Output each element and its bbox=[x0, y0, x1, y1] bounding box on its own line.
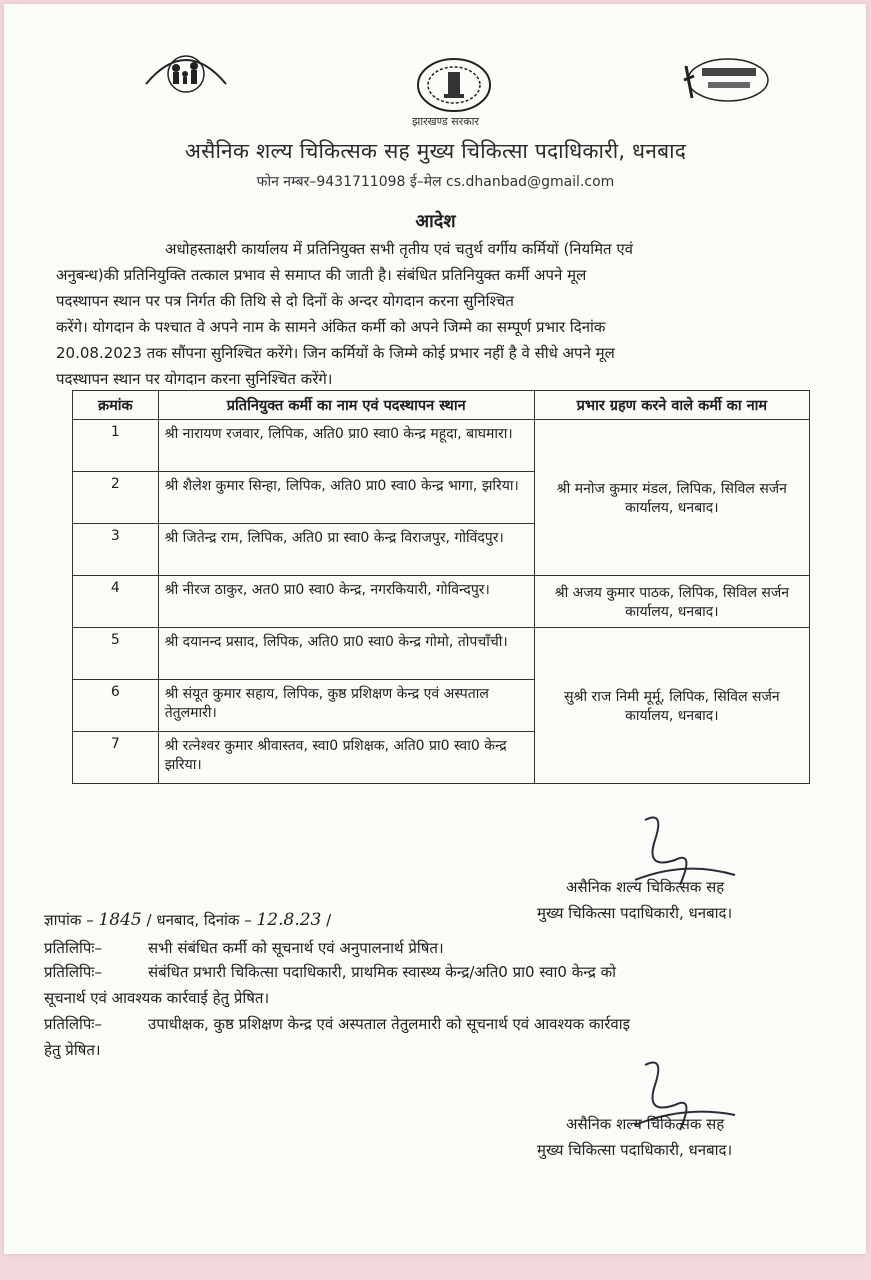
signature-designation-line2: मुख्य चिकित्सा पदाधिकारी, धनबाद। bbox=[537, 904, 733, 922]
memo-date: 12.8.23 bbox=[256, 910, 322, 930]
government-label: झारखण्ड सरकार bbox=[412, 115, 479, 128]
jharkhand-tourism-logo bbox=[678, 54, 774, 106]
order-body-line: अधोहस्ताक्षरी कार्यालय में प्रतिनियुक्त सभी तृतीय एवं चतुर्थ वर्गीय कर्मियों (नियमित एवं bbox=[165, 240, 634, 258]
table-row bbox=[73, 576, 810, 628]
memo-place: / धनबाद, दिनांक – bbox=[146, 911, 252, 929]
header-employee: प्रतिनियुक्त कर्मी का नाम एवं पदस्थापन स्थान bbox=[158, 391, 534, 420]
order-body-line: पदस्थापन स्थान पर योगदान करना सुनिश्चित करेंगे। bbox=[56, 370, 333, 388]
order-body-line: पदस्थापन स्थान पर पत्र निर्गत की तिथि से दो दिनों के अन्दर योगदान करना सुनिश्चित bbox=[56, 292, 514, 310]
row-serial: 4 bbox=[73, 576, 159, 628]
row-employee: श्री शैलेश कुमार सिन्हा, लिपिक, अति0 प्रा0 स्वा0 केन्द्र भागा, झरिया। bbox=[158, 472, 534, 524]
header-receiver: प्रभार ग्रहण करने वाले कर्मी का नाम bbox=[534, 391, 809, 420]
row-employee: श्री नारायण रजवार, लिपिक, अति0 प्रा0 स्वा0 केन्द्र महूदा, बाघमारा। bbox=[158, 420, 534, 472]
table-row bbox=[73, 628, 810, 680]
copy-label: प्रतिलिपिः– bbox=[44, 963, 102, 981]
signature-designation-line1: असैनिक शल्य चिकित्सक सह bbox=[566, 878, 725, 896]
row-serial: 6 bbox=[73, 680, 159, 732]
memo-line bbox=[44, 910, 331, 930]
jharkhand-govt-emblem bbox=[415, 56, 493, 114]
memo-suffix: / bbox=[326, 911, 332, 929]
copy-text: संबंधित प्रभारी चिकित्सा पदाधिकारी, प्राथमिक स्वास्थ्य केन्द्र/अति0 प्रा0 स्वा0 केन्द्र को bbox=[148, 963, 617, 981]
memo-number: 1845 bbox=[98, 910, 142, 930]
row-serial: 3 bbox=[73, 524, 159, 576]
receiver-cell: श्री मनोज कुमार मंडल, लिपिक, सिविल सर्जन कार्यालय, धनबाद। bbox=[534, 420, 809, 576]
copy-text: उपाधीक्षक, कुष्ठ प्रशिक्षण केन्द्र एवं अस्पताल तेतुलमारी को सूचनार्थ एवं आवश्यक कार्रवाइ bbox=[148, 1015, 631, 1033]
receiver-cell: श्री अजय कुमार पाठक, लिपिक, सिविल सर्जन कार्यालय, धनबाद। bbox=[534, 576, 809, 628]
table-row bbox=[73, 420, 810, 472]
memo-prefix: ज्ञापांक – bbox=[44, 911, 94, 929]
row-serial: 2 bbox=[73, 472, 159, 524]
copy-text: सभी संबंधित कर्मी को सूचनार्थ एवं अनुपालनार्थ प्रेषित। bbox=[148, 939, 444, 957]
receiver-cell: सुश्री राज निमी मूर्मू, लिपिक, सिविल सर्जन कार्यालय, धनबाद। bbox=[534, 628, 809, 784]
row-serial: 1 bbox=[73, 420, 159, 472]
table-header-row bbox=[73, 391, 810, 420]
header-serial: क्रमांक bbox=[73, 391, 159, 420]
signature-designation-line1: असैनिक शल्य चिकित्सक सह bbox=[566, 1115, 725, 1133]
contact-line: फोन नम्बर–9431711098 ई–मेल cs.dhanbad@gmail.com bbox=[256, 174, 615, 190]
copy-text: सूचनार्थ एवं आवश्यक कार्रवाई हेतु प्रेषित। bbox=[44, 989, 270, 1007]
signature-designation-line2: मुख्य चिकित्सा पदाधिकारी, धनबाद। bbox=[537, 1141, 733, 1159]
office-title: असैनिक शल्य चिकित्सक सह मुख्य चिकित्सा पदाधिकारी, धनबाद bbox=[184, 139, 687, 163]
national-health-mission-logo bbox=[140, 44, 232, 100]
row-employee: श्री जितेन्द्र राम, लिपिक, अति0 प्रा स्वा0 केन्द्र विराजपुर, गोविंदपुर। bbox=[158, 524, 534, 576]
row-employee: श्री रत्नेश्वर कुमार श्रीवास्तव, स्वा0 प्रशिक्षक, अति0 प्रा0 स्वा0 केन्द्र झरिया। bbox=[158, 732, 534, 784]
row-serial: 7 bbox=[73, 732, 159, 784]
row-employee: श्री नीरज ठाकुर, अत0 प्रा0 स्वा0 केन्द्र, नगरकियारी, गोविन्दपुर। bbox=[158, 576, 534, 628]
order-heading: आदेश bbox=[415, 211, 456, 232]
row-employee: श्री दयानन्द प्रसाद, लिपिक, अति0 प्रा0 स्वा0 केन्द्र गोमो, तोपचाँची। bbox=[158, 628, 534, 680]
copy-label: प्रतिलिपिः– bbox=[44, 1015, 102, 1033]
order-body-line: करेंगे। योगदान के पश्चात वे अपने नाम के सामने अंकित कर्मी को अपने जिम्मे का सम्पूर्ण प्रभार दिनांक bbox=[56, 318, 606, 336]
order-body-line: 20.08.2023 तक सौंपना सुनिश्चित करेंगे। जिन कर्मियों के जिम्मे कोई प्रभार नहीं है वे सीधे अपने मूल bbox=[56, 344, 615, 362]
deputation-table bbox=[72, 390, 810, 784]
copy-label: प्रतिलिपिः– bbox=[44, 939, 102, 957]
copy-text: हेतु प्रेषित। bbox=[44, 1041, 101, 1059]
order-body-line: अनुबन्ध)की प्रतिनियुक्ति तत्काल प्रभाव से समाप्त की जाती है। संबंधित प्रतिनियुक्त कर्मी अपने मूल bbox=[56, 266, 587, 284]
row-serial: 5 bbox=[73, 628, 159, 680]
row-employee: श्री संयूत कुमार सहाय, लिपिक, कुष्ठ प्रशिक्षण केन्द्र एवं अस्पताल तेतुलमारी। bbox=[158, 680, 534, 732]
